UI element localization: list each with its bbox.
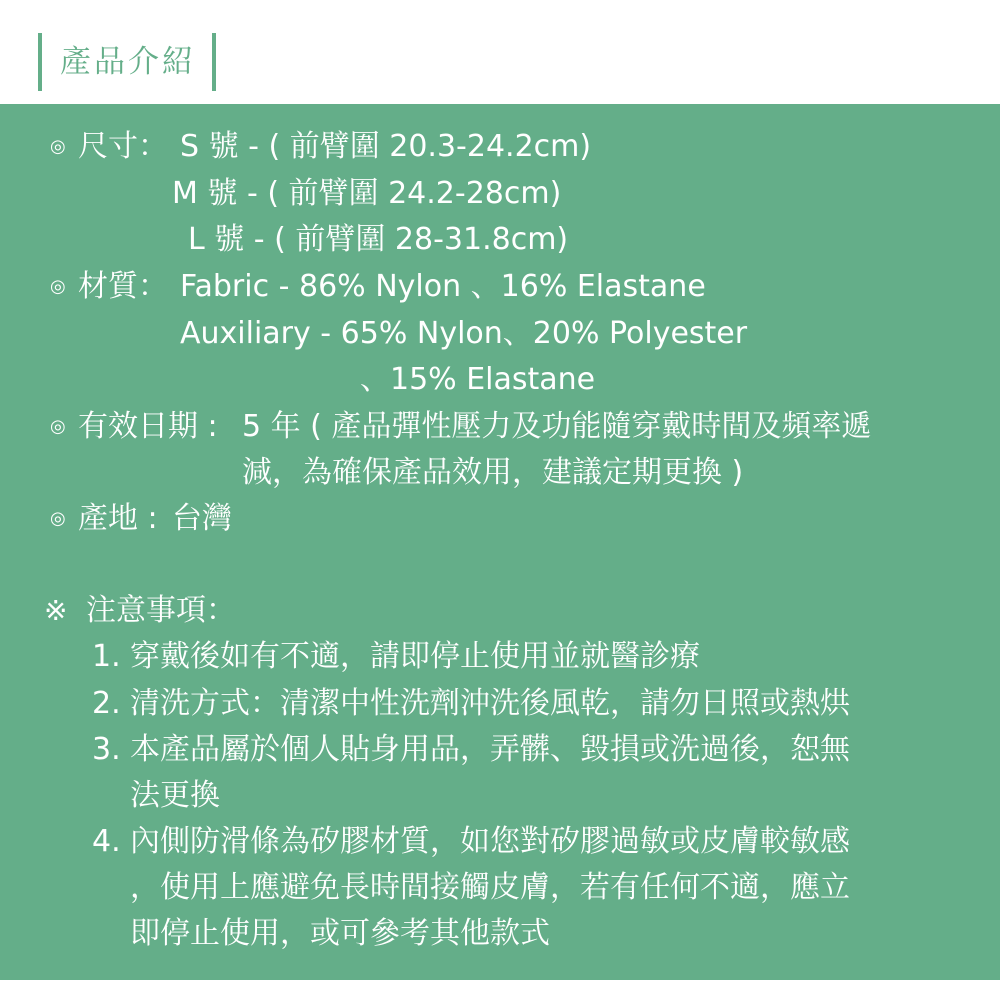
note-line: 清洗方式：清潔中性洗劑沖洗後風乾，請勿日照或熱烘 xyxy=(130,686,850,721)
bullet-icon: ◎ xyxy=(50,508,66,529)
note-number: 4. xyxy=(92,824,121,859)
material-label: 材質： xyxy=(78,269,168,304)
title-right-bar xyxy=(212,33,216,91)
header xyxy=(0,0,1000,104)
validity-line: 減，為確保產品效用，建議定期更換 ) xyxy=(242,455,744,490)
note-number: 1. xyxy=(92,639,121,674)
origin-label: 產地 : xyxy=(78,501,158,536)
note-line: 本產品屬於個人貼身用品，弄髒、毀損或洗過後，恕無 xyxy=(130,732,850,767)
note-number: 3. xyxy=(92,732,121,767)
note-line: 內側防滑條為矽膠材質，如您對矽膠過敏或皮膚較敏感 xyxy=(130,824,850,859)
material-line: 、15% Elastane xyxy=(360,362,596,397)
material-line: Fabric - 86% Nylon 、16% Elastane xyxy=(180,269,706,304)
bullet-icon: ◎ xyxy=(50,136,66,157)
note-line: 法更換 xyxy=(130,778,220,813)
notes-title: 注意事項： xyxy=(86,593,236,628)
size-label: 尺寸： xyxy=(78,129,168,164)
size-line: L 號 - ( 前臂圍 28-31.8cm) xyxy=(188,222,569,257)
size-line: M 號 - ( 前臂圍 24.2-28cm) xyxy=(172,176,562,211)
origin-value: 台灣 xyxy=(172,501,232,536)
note-mark-icon: ※ xyxy=(44,594,68,627)
note-number: 2. xyxy=(92,686,121,721)
title-frame xyxy=(38,33,216,91)
bullet-icon: ◎ xyxy=(50,276,66,297)
note-line: 穿戴後如有不適，請即停止使用並就醫診療 xyxy=(130,639,700,674)
bottom-strip xyxy=(0,980,1000,1000)
size-line: S 號 - ( 前臂圍 20.3-24.2cm) xyxy=(180,129,592,164)
note-line: 即停止使用，或可參考其他款式 xyxy=(130,916,550,951)
page-title: 產品介紹 xyxy=(60,44,196,80)
note-line: ，使用上應避免長時間接觸皮膚，若有任何不適，應立 xyxy=(130,870,850,905)
validity-label: 有效日期 : xyxy=(78,409,218,444)
validity-line: 5 年 ( 產品彈性壓力及功能隨穿戴時間及頻率遞 xyxy=(242,409,872,444)
bullet-icon: ◎ xyxy=(50,416,66,437)
material-line: Auxiliary - 65% Nylon、20% Polyester xyxy=(180,316,748,351)
